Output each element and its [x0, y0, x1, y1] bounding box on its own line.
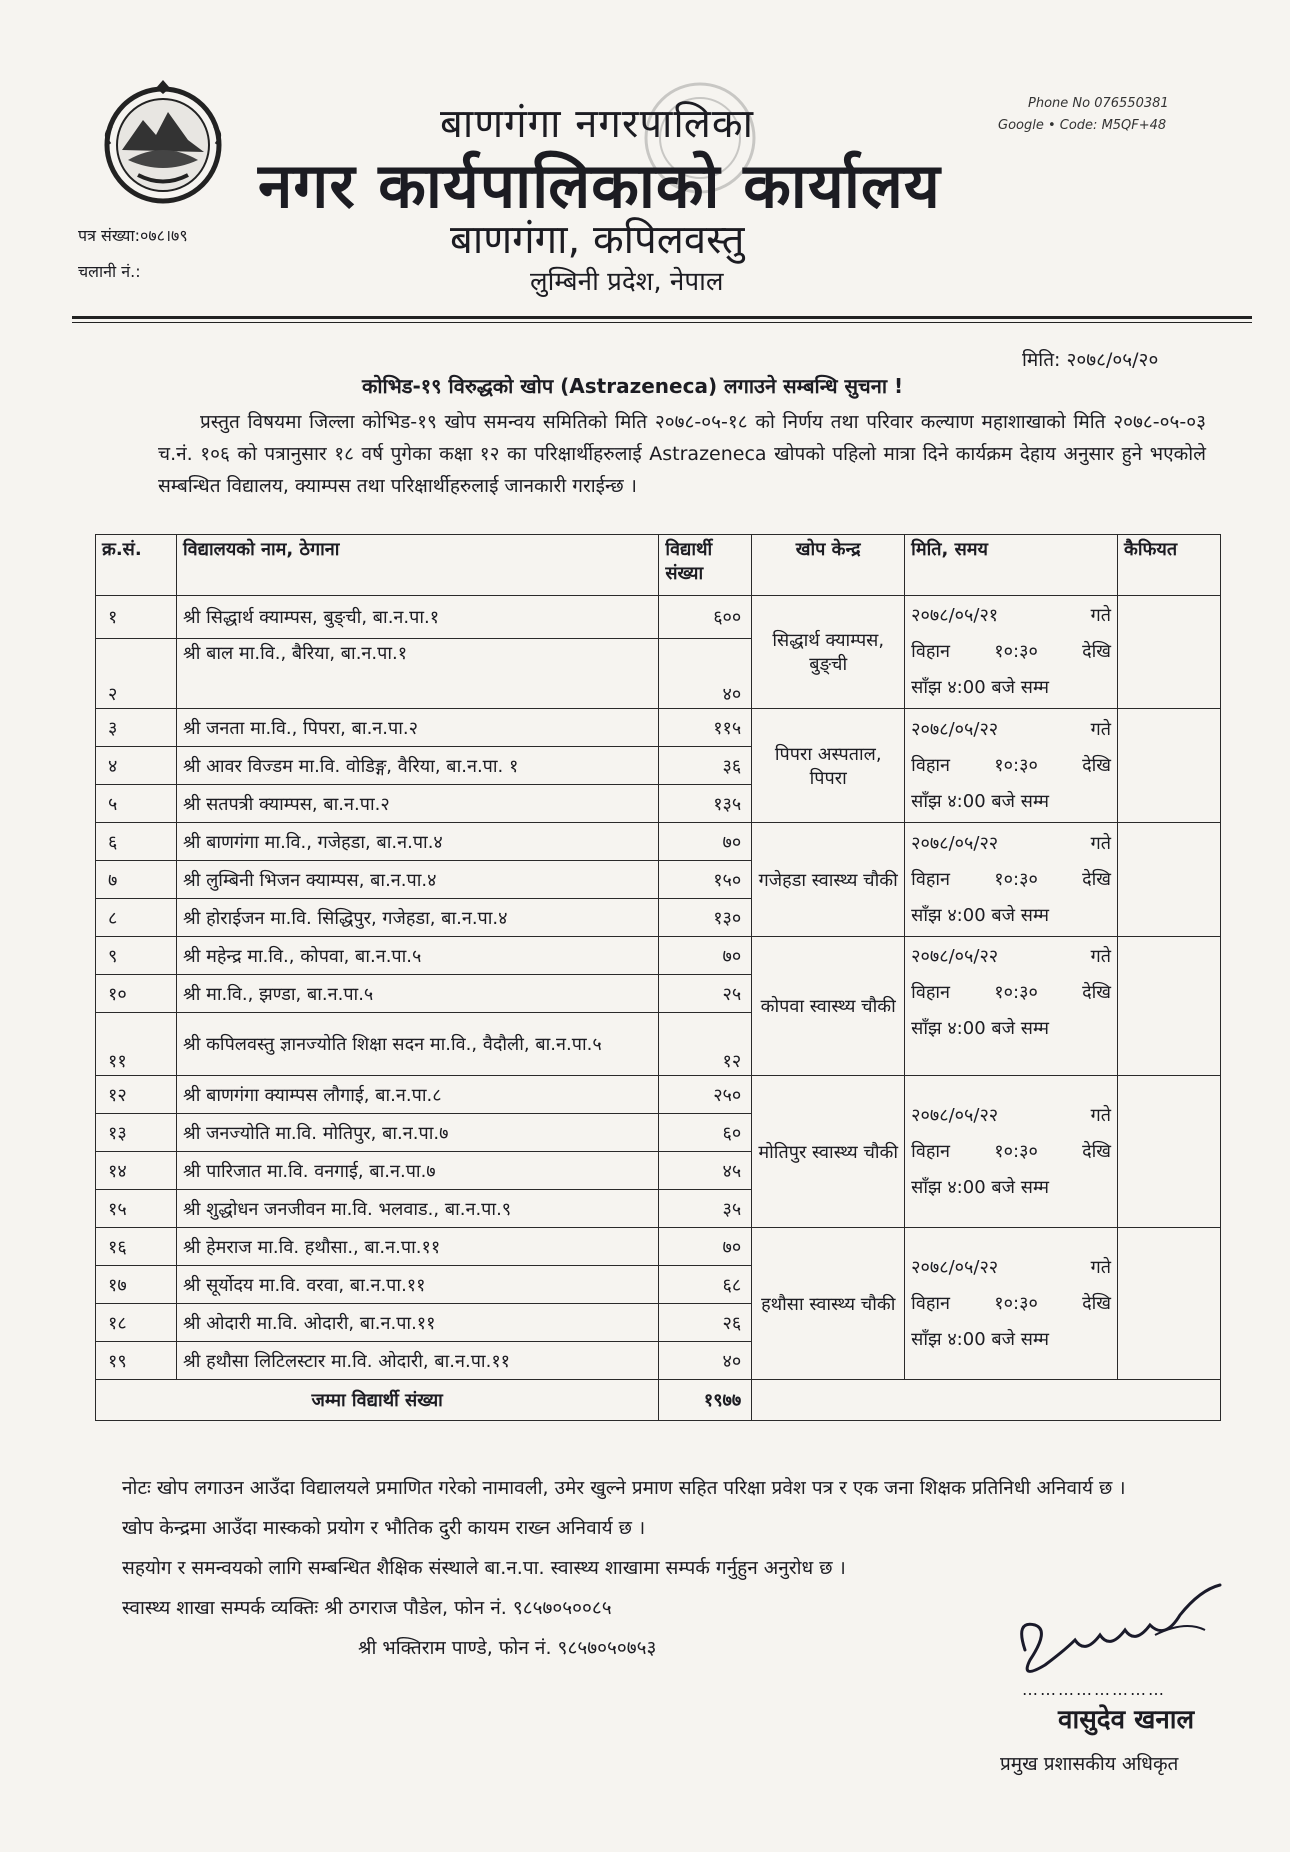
- row-count: ४०: [659, 1342, 752, 1380]
- when-from: देखि: [1082, 754, 1112, 776]
- when-until: साँझ ४:00 बजे सम्म: [911, 1328, 1050, 1350]
- col-header-name: विद्यालयको नाम, ठेगाना: [176, 535, 658, 596]
- when-from: देखि: [1082, 982, 1112, 1003]
- row-when: [905, 937, 1118, 1076]
- row-sn: १३: [96, 1114, 177, 1152]
- row-count: ४०: [659, 638, 752, 709]
- row-count: ३५: [659, 1190, 752, 1228]
- table-row: [96, 1228, 1221, 1266]
- row-school: श्री शुद्धोधन जनजीवन मा.वि. भलवाड., बा.न.पा.९: [176, 1190, 658, 1228]
- when-from-time: १०:३०: [994, 641, 1038, 662]
- row-count: २५: [659, 975, 752, 1013]
- when-from-time: १०:३०: [994, 754, 1038, 776]
- row-remark: [1118, 823, 1221, 937]
- row-center: सिद्धार्थ क्याम्पस, बुङ्ची: [752, 596, 905, 709]
- row-school: श्री हथौसा लिटिलस्टार मा.वि. ओदारी, बा.न.पा.११: [176, 1342, 658, 1380]
- row-when: [905, 1228, 1118, 1380]
- row-center: कोपवा स्वास्थ्य चौकी: [752, 937, 905, 1076]
- row-school: श्री महेन्द्र मा.वि., कोपवा, बा.न.पा.५: [176, 937, 658, 975]
- notice-subject: कोभिड-१९ विरुद्धको खोप (Astrazeneca) लगाउने सम्बन्धि सुचना !: [362, 374, 904, 398]
- when-date: २०७८/०५/२२: [911, 1104, 999, 1126]
- office-province: लुम्बिनी प्रदेश, नेपाल: [530, 267, 724, 297]
- when-from-time: १०:३०: [994, 868, 1038, 890]
- row-sn: ३: [96, 709, 177, 747]
- row-remark: [1118, 1228, 1221, 1380]
- office-name: नगर कार्यपालिकाको कार्यालय: [258, 149, 941, 222]
- row-sn: १२: [96, 1076, 177, 1114]
- header-divider: [72, 316, 1252, 319]
- row-school: श्री मा.वि., झण्डा, बा.न.पा.५: [176, 975, 658, 1013]
- row-school: श्री ओदारी मा.वि. ओदारी, बा.न.पा.११: [176, 1304, 658, 1342]
- contact-2: श्री भक्तिराम पाण्डे, फोन नं. ९८५७०५०७५३: [358, 1637, 657, 1659]
- row-count: ६०: [659, 1114, 752, 1152]
- when-gate: गते: [1090, 1104, 1112, 1126]
- table-total-row: [96, 1380, 1221, 1421]
- when-morning: विहान: [911, 1292, 951, 1314]
- vaccination-schedule-table: [95, 534, 1221, 1421]
- notice-date: मिति: २०७८/०५/२०: [1022, 349, 1159, 371]
- notice-body: [158, 406, 1206, 502]
- row-when: [905, 823, 1118, 937]
- note-2: खोप केन्द्रमा आउँदा मास्कको प्रयोग र भौतिक दुरी कायम राख्न अनिवार्य छ ।: [122, 1517, 646, 1539]
- row-remark: [1118, 596, 1221, 709]
- row-sn: १६: [96, 1228, 177, 1266]
- when-gate: गते: [1090, 946, 1112, 967]
- row-count: ६८: [659, 1266, 752, 1304]
- when-morning: विहान: [911, 1140, 951, 1162]
- row-school: श्री पारिजात मा.वि. वनगाई, बा.न.पा.७: [176, 1152, 658, 1190]
- when-date: २०७८/०५/२२: [911, 832, 999, 854]
- contact-1: स्वास्थ्य शाखा सम्पर्क व्यक्तिः श्री ठगराज पौडेल, फोन नं. ९८५७०५००८५: [122, 1597, 612, 1619]
- row-remark: [1118, 937, 1221, 1076]
- row-count: ६००: [659, 596, 752, 639]
- row-remark: [1118, 1076, 1221, 1228]
- row-count: ११५: [659, 709, 752, 747]
- row-when: [905, 709, 1118, 823]
- when-from: देखि: [1082, 868, 1112, 890]
- row-sn: ४: [96, 747, 177, 785]
- row-school: श्री कपिलवस्तु ज्ञानज्योति शिक्षा सदन मा.वि., वैदौली, बा.न.पा.५: [176, 1013, 658, 1076]
- row-sn: ९: [96, 937, 177, 975]
- row-school: श्री सतपत्री क्याम्पस, बा.न.पा.२: [176, 785, 658, 823]
- row-sn: ५: [96, 785, 177, 823]
- row-count: २५०: [659, 1076, 752, 1114]
- when-from: देखि: [1082, 1140, 1112, 1162]
- row-count: ४५: [659, 1152, 752, 1190]
- letter-ref-number: पत्र संख्या:०७८।७९: [78, 226, 188, 245]
- row-sn: २: [96, 638, 177, 709]
- col-header-sn: क्र.सं.: [96, 535, 177, 596]
- when-morning: विहान: [911, 868, 951, 890]
- row-school: श्री हेमराज मा.वि. हथौसा., बा.न.पा.११: [176, 1228, 658, 1266]
- row-school: श्री आवर विज्डम मा.वि. वोडिङ्ग, वैरिया, बा.न.पा. १: [176, 747, 658, 785]
- row-sn: ६: [96, 823, 177, 861]
- table-row: [96, 1076, 1221, 1114]
- row-when: [905, 1076, 1118, 1228]
- row-count: ७०: [659, 1228, 752, 1266]
- when-date: २०७८/०५/२१: [911, 605, 999, 626]
- header-divider-thin: [72, 322, 1252, 323]
- signatory-name: वासुदेव खनाल: [1058, 1705, 1195, 1735]
- total-label: जम्मा विद्यार्थी संख्या: [96, 1380, 659, 1421]
- row-center: हथौसा स्वास्थ्य चौकी: [752, 1228, 905, 1380]
- when-gate: गते: [1090, 718, 1112, 740]
- note-1: नोटः खोप लगाउन आउँदा विद्यालयले प्रमाणित गरेको नामावली, उमेर खुल्ने प्रमाण सहित परिक्षा प्रवेश पत्र र एक जना शिक्षक प्रतिनिधी अनिवार्य छ ।: [122, 1477, 1126, 1499]
- row-school: श्री लुम्बिनी भिजन क्याम्पस, बा.न.पा.४: [176, 861, 658, 899]
- when-date: २०७८/०५/२२: [911, 946, 999, 967]
- row-count: १३५: [659, 785, 752, 823]
- row-remark: [1118, 709, 1221, 823]
- when-from-time: १०:३०: [994, 1140, 1038, 1162]
- when-gate: गते: [1090, 605, 1112, 626]
- row-count: ३६: [659, 747, 752, 785]
- when-gate: गते: [1090, 832, 1112, 854]
- row-school: श्री बाल मा.वि., बैरिया, बा.न.पा.१: [176, 638, 658, 709]
- row-count: ७०: [659, 937, 752, 975]
- table-header-row: [96, 535, 1221, 596]
- row-sn: ८: [96, 899, 177, 937]
- when-morning: विहान: [911, 982, 951, 1003]
- dispatch-number: चलानी नं.:: [78, 262, 141, 281]
- row-center: मोतिपुर स्वास्थ्य चौकी: [752, 1076, 905, 1228]
- row-sn: ७: [96, 861, 177, 899]
- row-school: श्री जनता मा.वि., पिपरा, बा.न.पा.२: [176, 709, 658, 747]
- table-row: [96, 823, 1221, 861]
- notice-body-text: प्रस्तुत विषयमा जिल्ला कोभिड-१९ खोप समन्वय समितिको मिति २०७८-०५-१८ को निर्णय तथा परिवार कल्याण महाशाखाको मिति २०७८-०५-०३ च.नं. १०६ को पत्रानुसार १८ वर्ष पुगेका कक्षा १२ का परिक्षार्थीहरुलाई Astrazeneca खोपको पहिलो मात्रा दिने कार्यक्रम देहाय अनुसार हुने भएकोले सम्बन्धित विद्यालय, क्याम्पस तथा परिक्षार्थीहरुलाई जानकारी गराईन्छ ।: [158, 411, 1206, 497]
- office-phone: Phone No 076550381: [1028, 96, 1169, 111]
- table-row: [96, 937, 1221, 975]
- row-count: २६: [659, 1304, 752, 1342]
- when-from: देखि: [1082, 641, 1112, 662]
- row-sn: १०: [96, 975, 177, 1013]
- when-from-time: १०:३०: [994, 1292, 1038, 1314]
- col-header-count: विद्यार्थी संख्या: [659, 535, 752, 596]
- row-sn: १५: [96, 1190, 177, 1228]
- col-header-remarks: कैफियत: [1118, 535, 1221, 596]
- when-date: २०७८/०५/२२: [911, 718, 999, 740]
- when-from-time: १०:३०: [994, 982, 1038, 1003]
- when-date: २०७८/०५/२२: [911, 1256, 999, 1278]
- when-from: देखि: [1082, 1292, 1112, 1314]
- when-morning: विहान: [911, 754, 951, 776]
- nepal-emblem-icon: [98, 80, 228, 205]
- when-gate: गते: [1090, 1256, 1112, 1278]
- row-school: श्री होराईजन मा.वि. सिद्धिपुर, गजेहडा, बा.न.पा.४: [176, 899, 658, 937]
- col-header-center: खोप केन्द्र: [752, 535, 905, 596]
- when-until: साँझ ४:00 बजे सम्म: [911, 1018, 1050, 1039]
- row-sn: १७: [96, 1266, 177, 1304]
- office-location: बाणगंगा, कपिलवस्तु: [450, 217, 745, 263]
- row-school: श्री सिद्धार्थ क्याम्पस, बुङ्ची, बा.न.पा.१: [176, 596, 658, 639]
- row-sn: १८: [96, 1304, 177, 1342]
- total-value: १९७७: [659, 1380, 752, 1421]
- row-school: श्री बाणगंगा क्याम्पस लौगाई, बा.न.पा.८: [176, 1076, 658, 1114]
- row-sn: ११: [96, 1013, 177, 1076]
- signature-line: ……………………: [1022, 1680, 1166, 1699]
- row-count: १३०: [659, 899, 752, 937]
- row-sn: १९: [96, 1342, 177, 1380]
- when-until: साँझ ४:00 बजे सम्म: [911, 1176, 1050, 1198]
- row-sn: १: [96, 596, 177, 639]
- signature-icon: [1005, 1580, 1235, 1690]
- signatory-title: प्रमुख प्रशासकीय अधिकृत: [1000, 1753, 1179, 1775]
- row-school: श्री बाणगंगा मा.वि., गजेहडा, बा.न.पा.४: [176, 823, 658, 861]
- row-count: १५०: [659, 861, 752, 899]
- table-row: [96, 596, 1221, 639]
- row-count: १२: [659, 1013, 752, 1076]
- office-google-code: Google • Code: M5QF+48: [998, 118, 1167, 133]
- when-until: साँझ ४:00 बजे सम्म: [911, 904, 1050, 926]
- col-header-when: मिति, समय: [905, 535, 1118, 596]
- when-until: साँझ ४:00 बजे सम्म: [911, 677, 1050, 698]
- row-school: श्री जनज्योति मा.वि. मोतिपुर, बा.न.पा.७: [176, 1114, 658, 1152]
- row-center: गजेहडा स्वास्थ्य चौकी: [752, 823, 905, 937]
- total-empty: [752, 1380, 1221, 1421]
- when-until: साँझ ४:00 बजे सम्म: [911, 790, 1050, 812]
- note-3: सहयोग र समन्वयको लागि सम्बन्धित शैक्षिक संस्थाले बा.न.पा. स्वास्थ्य शाखामा सम्पर्क गर्नुहुन अनुरोध छ ।: [122, 1557, 846, 1579]
- table-row: [96, 709, 1221, 747]
- row-center: पिपरा अस्पताल, पिपरा: [752, 709, 905, 823]
- municipality-name: बाणगंगा नगरपालिका: [440, 101, 754, 147]
- row-count: ७०: [659, 823, 752, 861]
- row-sn: १४: [96, 1152, 177, 1190]
- row-school: श्री सूर्योदय मा.वि. वरवा, बा.न.पा.११: [176, 1266, 658, 1304]
- when-morning: विहान: [911, 641, 951, 662]
- row-when: [905, 596, 1118, 709]
